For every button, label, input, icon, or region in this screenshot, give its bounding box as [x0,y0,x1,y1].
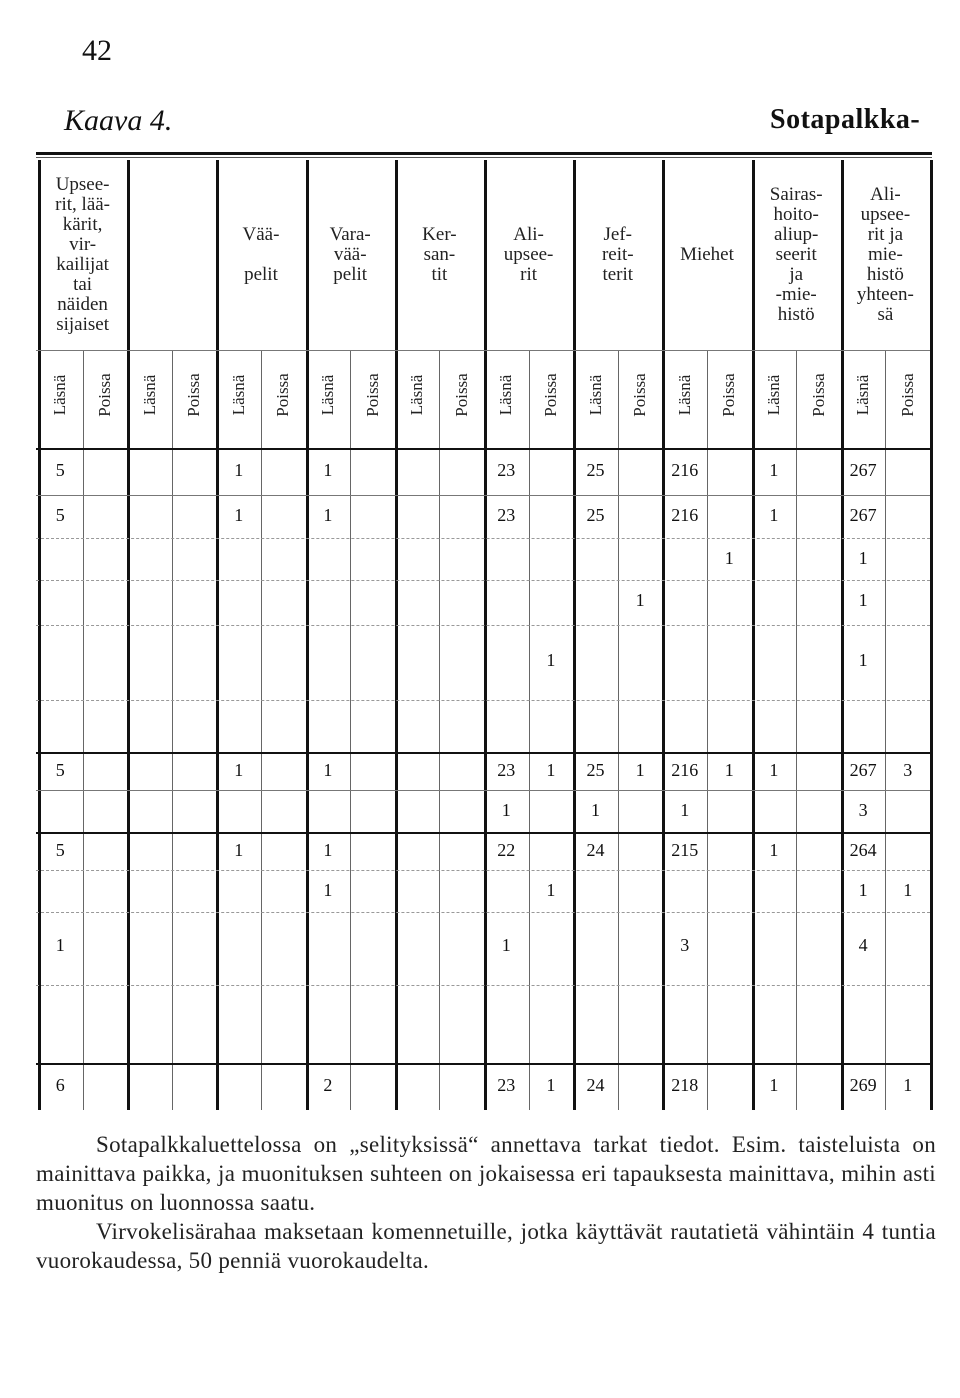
table-cell: 1 [858,548,868,568]
table-cell: 1 [323,460,333,480]
column-divider-minor [172,350,173,1110]
table-cell: 1 [234,840,244,860]
row-rule [36,625,930,626]
table-cell: 1 [769,1075,779,1095]
sub-header-present: Läsnä [763,374,783,416]
table-cell: 1 [769,505,779,525]
sub-header-present: Läsnä [317,374,337,416]
column-divider-minor [261,350,262,1110]
table-cell: 1 [680,800,690,820]
sub-header-absent: Poissa [808,373,828,417]
row-rule [36,1063,930,1065]
sub-header-absent: Poissa [451,373,471,417]
table-cell: 6 [55,1075,65,1095]
table-cell: 267 [849,460,877,480]
column-divider-major [930,160,933,1110]
group-header: Ali- upsee- rit ja mie- histö yhteen- sä [856,184,914,325]
table-cell: 216 [671,460,699,480]
table-cell: 1 [546,760,556,780]
sub-header-absent: Poissa [273,373,293,417]
table-cell: 1 [546,650,556,670]
paragraph-1: Sotapalkkaluettelossa on „selityksissä“ annettava tarkat tiedot. Esim. taisteluista on mainittava paikka, ja muonituksen suhteen on jokaisessa eri tapauksesta mainittava, mihin asti muonitus on luonnossa saatu. [36,1132,936,1215]
row-rule [36,752,930,754]
table-cell: 1 [323,760,333,780]
row-rule [36,790,930,791]
table-cell: 23 [497,505,516,525]
row-rule [36,350,930,351]
table-cell: 24 [586,840,605,860]
sub-header-absent: Poissa [540,373,560,417]
table-cell: 1 [858,650,868,670]
table-cell: 267 [849,760,877,780]
table-cell: 3 [680,935,690,955]
table-cell: 1 [769,760,779,780]
group-header: Sairas- hoito- aliup- seerit ja -mie- histö [769,184,823,325]
column-divider-major [841,160,844,1110]
row-rule [36,870,930,871]
table-cell: 269 [849,1075,877,1095]
table-cell: 1 [501,935,511,955]
column-divider-major [752,160,755,1110]
table-cell: 5 [55,460,65,480]
table-cell: 1 [724,760,734,780]
group-header: Ali- upsee- rit [503,224,554,285]
table-cell: 23 [497,460,516,480]
sub-header-present: Läsnä [496,374,516,416]
table-cell: 267 [849,505,877,525]
table-cell: 1 [724,548,734,568]
column-divider-minor [885,350,886,1110]
table-cell: 1 [234,505,244,525]
table-cell: 1 [591,800,600,820]
column-divider-minor [529,350,530,1110]
column-divider-major [484,160,487,1110]
table-cell: 3 [903,760,913,780]
table-cell: 1 [903,1075,913,1095]
sub-header-absent: Poissa [719,373,739,417]
table-cell: 5 [55,840,65,860]
column-divider-major [38,160,41,1110]
row-rule [36,832,930,834]
page-title: Sotapalkka- [770,104,921,135]
table-cell: 1 [55,935,65,955]
group-header: Jef- reit- terit [601,224,634,285]
table-cell: 1 [858,880,868,900]
column-divider-major [306,160,309,1110]
row-rule [36,912,930,913]
group-header: Vara- vää- pelit [329,224,371,285]
table-cell: 1 [546,880,556,900]
row-rule [36,985,930,986]
sub-header-absent: Poissa [94,373,114,417]
paragraph-2: Virvokelisärahaa maksetaan komennetuille, jotka käyttävät rautatietä vähintäin 4 tuntia vuorokaudessa, 50 penniä vuorokaudelta. [36,1219,936,1273]
column-divider-minor [83,350,84,1110]
column-divider-minor [439,350,440,1110]
column-divider-major [127,160,130,1110]
table-cell: 1 [769,840,779,860]
table-cell: 25 [586,505,605,525]
table-cell: 1 [769,460,779,480]
table-cell: 1 [858,590,868,610]
sub-header-present: Läsnä [50,374,70,416]
table-cell: 25 [586,760,605,780]
table-cell: 23 [497,1075,516,1095]
table-cell: 1 [234,760,244,780]
table-cell: 25 [586,460,605,480]
top-rule-thin [36,157,932,158]
table-cell: 216 [671,760,699,780]
table-cell: 4 [858,935,868,955]
group-header: Upsee- rit, lää- kärit, vir- kailijat tai näiden sijaiset [55,174,111,335]
group-header: Vää- pelit [242,224,280,285]
explanatory-text [36,1130,936,1275]
table-cell: 218 [671,1075,699,1095]
table-cell: 1 [323,505,333,525]
table-cell: 1 [903,880,913,900]
row-rule [36,538,930,539]
sub-header-absent: Poissa [184,373,204,417]
table-cell: 22 [497,840,516,860]
table-cell: 24 [586,1075,605,1095]
table-cell: 5 [55,505,65,525]
sub-header-present: Läsnä [228,374,248,416]
table-cell: 5 [55,760,65,780]
form-label: Kaava 4. [64,104,173,137]
table-cell: 1 [635,590,645,610]
row-rule [36,448,930,450]
table-cell: 1 [323,840,333,860]
table-cell: 264 [849,840,877,860]
row-rule [36,580,930,581]
table-cell: 1 [501,800,511,820]
sub-header-absent: Poissa [362,373,382,417]
sub-header-present: Läsnä [407,374,427,416]
sub-header-absent: Poissa [630,373,650,417]
sub-header-absent: Poissa [897,373,917,417]
table-cell: 3 [858,800,868,820]
top-rule [36,152,932,155]
sub-header-present: Läsnä [139,374,159,416]
table-cell: 1 [323,880,333,900]
column-divider-major [573,160,576,1110]
page-number: 42 [82,34,112,67]
table-cell: 216 [671,505,699,525]
column-divider-major [662,160,665,1110]
sub-header-present: Läsnä [853,374,873,416]
row-rule [36,495,930,496]
column-divider-major [395,160,398,1110]
table-cell: 215 [671,840,699,860]
table-cell: 2 [323,1075,333,1095]
table-cell: 23 [497,760,516,780]
column-divider-minor [707,350,708,1110]
column-divider-minor [350,350,351,1110]
group-header: Ker- san- tit [422,224,457,285]
column-divider-minor [618,350,619,1110]
group-header: Miehet [680,244,734,265]
table-cell: 1 [635,760,645,780]
column-divider-major [216,160,219,1110]
sub-header-present: Läsnä [674,374,694,416]
row-rule [36,700,930,701]
column-divider-minor [796,350,797,1110]
sub-header-present: Läsnä [585,374,605,416]
table-cell: 1 [234,460,244,480]
table-cell: 1 [546,1075,556,1095]
